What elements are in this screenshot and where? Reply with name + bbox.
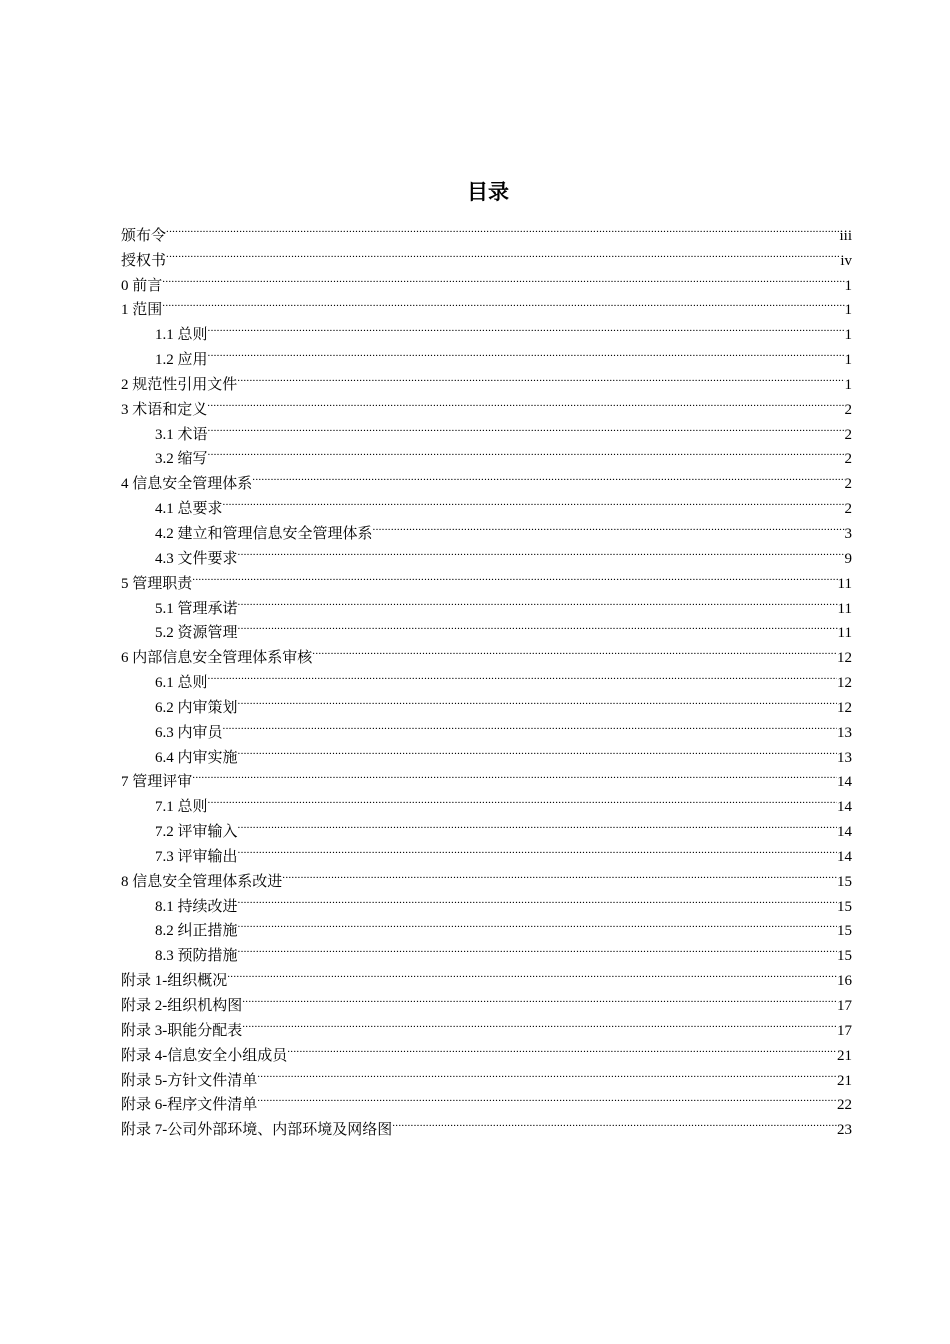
toc-entry-page-number: 9 — [844, 550, 852, 567]
toc-entry-page-number: 11 — [837, 625, 852, 642]
toc-entry-label: 附录 4-信息安全小组成员 — [121, 1047, 288, 1064]
toc-dot-leader — [238, 613, 838, 638]
toc-dot-leader — [192, 563, 837, 588]
toc-entry[interactable] — [121, 463, 852, 493]
toc-entry-page-number: 13 — [837, 724, 852, 741]
toc-entry-label: 3.1 术语 — [155, 426, 208, 443]
toc-entry[interactable] — [121, 265, 852, 294]
toc-entry-page-number: 3 — [844, 525, 852, 542]
toc-dot-leader — [282, 861, 837, 886]
toc-entry-page-number: 17 — [837, 1022, 852, 1039]
toc-entry-page-number: 12 — [837, 650, 852, 667]
toc-entry-label: 1.2 应用 — [155, 352, 208, 369]
toc-entry[interactable] — [121, 563, 852, 592]
toc-entry[interactable] — [121, 389, 852, 418]
toc-entry-label: 附录 6-程序文件清单 — [121, 1097, 258, 1114]
toc-dot-leader — [238, 588, 838, 613]
toc-dot-leader — [223, 488, 845, 513]
toc-entry[interactable] — [121, 687, 852, 716]
toc-dot-leader — [238, 687, 837, 712]
toc-entry-label: 4 信息安全管理体系 — [121, 476, 253, 493]
toc-entry-label: 4.2 建立和管理信息安全管理体系 — [155, 525, 373, 542]
toc-dot-leader — [242, 1010, 837, 1035]
toc-entry-label: 8.3 预防措施 — [155, 948, 238, 965]
toc-entry-label: 5 管理职责 — [121, 575, 193, 592]
toc-entry-page-number: iii — [839, 227, 852, 244]
toc-entry-page-number: 1 — [844, 376, 852, 393]
toc-entry-label: 4.1 总要求 — [155, 501, 223, 518]
toc-entry-label: 3 术语和定义 — [121, 401, 208, 418]
toc-entry-label: 附录 5-方针文件清单 — [121, 1072, 258, 1089]
toc-entry-label: 1 范围 — [121, 302, 163, 319]
toc-dot-leader — [166, 215, 839, 240]
toc-dot-leader — [237, 364, 844, 389]
toc-entry-label: 6.1 总则 — [155, 675, 208, 692]
toc-dot-leader — [238, 836, 837, 861]
toc-dot-leader — [238, 538, 845, 563]
toc-entry-page-number: 15 — [837, 923, 852, 940]
toc-dot-leader — [162, 265, 844, 290]
toc-title: 目录 — [467, 180, 509, 204]
toc-entry-label: 0 前言 — [121, 277, 163, 294]
toc-entry[interactable] — [121, 712, 852, 741]
toc-entry-page-number: 12 — [837, 699, 852, 716]
toc-dot-leader — [257, 1060, 837, 1085]
toc-entry-page-number: 13 — [837, 749, 852, 766]
toc-entry[interactable] — [121, 314, 852, 344]
toc-entry[interactable] — [121, 960, 852, 990]
toc-entry-page-number: 2 — [844, 401, 852, 418]
toc-entry-label: 5.1 管理承诺 — [155, 600, 238, 617]
toc-entry[interactable] — [121, 811, 852, 841]
toc-list — [121, 215, 852, 1139]
toc-entry-label: 附录 1-组织概况 — [121, 973, 228, 990]
toc-dot-leader — [166, 240, 840, 265]
toc-entry[interactable] — [121, 737, 852, 766]
toc-dot-leader — [208, 339, 845, 364]
toc-entry-label: 6.4 内审实施 — [155, 749, 238, 766]
toc-entry[interactable] — [121, 588, 852, 617]
toc-entry-page-number: 21 — [837, 1072, 852, 1089]
toc-entry-page-number: 16 — [837, 973, 852, 990]
toc-entry-page-number: 21 — [837, 1047, 852, 1064]
toc-dot-leader — [208, 439, 845, 464]
toc-entry-label: 3.2 缩写 — [155, 451, 208, 468]
toc-dot-leader — [252, 463, 844, 488]
toc-entry-page-number: 11 — [837, 575, 852, 592]
toc-entry-label: 6.2 内审策划 — [155, 699, 238, 716]
toc-dot-leader — [207, 389, 844, 414]
toc-entry-page-number: 14 — [837, 799, 852, 816]
toc-entry[interactable] — [121, 414, 852, 443]
toc-entry-page-number: 11 — [837, 600, 852, 617]
toc-entry[interactable] — [121, 488, 852, 518]
toc-dot-leader — [208, 414, 845, 439]
toc-entry-label: 7.3 评审输出 — [155, 848, 238, 865]
toc-dot-leader — [208, 662, 837, 687]
toc-entry[interactable] — [121, 662, 852, 692]
toc-entry-label: 7.2 评审输入 — [155, 824, 238, 841]
toc-entry-label: 8.2 纠正措施 — [155, 923, 238, 940]
toc-entry-label: 2 规范性引用文件 — [121, 376, 238, 393]
toc-dot-leader — [227, 960, 837, 985]
toc-entry-label: 附录 3-职能分配表 — [121, 1022, 243, 1039]
toc-dot-leader — [287, 1035, 837, 1060]
toc-dot-leader — [238, 811, 837, 836]
toc-entry-label: 7.1 总则 — [155, 799, 208, 816]
toc-entry-page-number: 23 — [837, 1122, 852, 1139]
toc-entry-page-number: 2 — [844, 451, 852, 468]
toc-entry-page-number: 1 — [844, 327, 852, 344]
toc-entry-label: 4.3 文件要求 — [155, 550, 238, 567]
toc-entry[interactable] — [121, 786, 852, 816]
toc-dot-leader — [312, 637, 837, 662]
toc-entry[interactable] — [121, 215, 852, 244]
toc-entry[interactable] — [121, 339, 852, 369]
toc-entry-label: 6.3 内审员 — [155, 724, 223, 741]
toc-entry-page-number: 15 — [837, 873, 852, 890]
toc-dot-leader — [208, 786, 837, 811]
toc-entry[interactable] — [121, 439, 852, 468]
toc-dot-leader — [238, 911, 837, 936]
toc-entry-page-number: 2 — [844, 426, 852, 443]
toc-dot-leader — [238, 737, 837, 762]
toc-entry-page-number: 14 — [837, 848, 852, 865]
toc-entry-label: 8 信息安全管理体系改进 — [121, 873, 283, 890]
toc-entry-label: 颁布令 — [121, 227, 167, 244]
toc-entry[interactable] — [121, 762, 852, 791]
toc-entry-label: 6 内部信息安全管理体系审核 — [121, 650, 313, 667]
toc-dot-leader — [257, 1085, 837, 1110]
toc-dot-leader — [192, 762, 837, 787]
toc-dot-leader — [238, 886, 837, 911]
toc-entry-label: 附录 2-组织机构图 — [121, 998, 243, 1014]
toc-dot-leader — [238, 935, 837, 960]
toc-entry-page-number: 1 — [844, 302, 852, 319]
toc-entry-page-number: 17 — [837, 998, 852, 1014]
toc-entry-label: 8.1 持续改进 — [155, 898, 238, 915]
toc-entry-label: 附录 7-公司外部环境、内部环境及网络图 — [121, 1122, 393, 1139]
toc-dot-leader — [223, 712, 837, 737]
toc-entry-page-number: 15 — [837, 898, 852, 915]
toc-entry-page-number: 14 — [837, 774, 852, 791]
toc-entry-page-number: 12 — [837, 675, 852, 692]
toc-entry-page-number: 2 — [844, 476, 852, 493]
toc-entry[interactable] — [121, 364, 852, 393]
toc-dot-leader — [392, 1109, 837, 1134]
toc-entry-page-number: 15 — [837, 948, 852, 965]
toc-entry-page-number: 14 — [837, 824, 852, 841]
toc-entry-page-number: 1 — [844, 352, 852, 369]
toc-entry[interactable] — [121, 290, 852, 319]
toc-dot-leader — [242, 985, 837, 1010]
toc-entry-label: 7 管理评审 — [121, 774, 193, 791]
toc-entry-label: 1.1 总则 — [155, 327, 208, 344]
toc-entry-page-number: iv — [840, 252, 852, 269]
toc-dot-leader — [208, 314, 845, 339]
toc-entry-page-number: 22 — [837, 1097, 852, 1114]
toc-entry-label: 5.2 资源管理 — [155, 625, 238, 642]
toc-entry-label: 授权书 — [121, 252, 167, 269]
toc-dot-leader — [373, 513, 845, 538]
toc-entry-page-number: 1 — [844, 277, 852, 294]
toc-entry[interactable] — [121, 240, 852, 269]
toc-entry[interactable] — [121, 513, 852, 542]
toc-entry[interactable] — [121, 985, 852, 1014]
toc-entry-page-number: 2 — [844, 501, 852, 518]
toc-dot-leader — [162, 290, 844, 315]
